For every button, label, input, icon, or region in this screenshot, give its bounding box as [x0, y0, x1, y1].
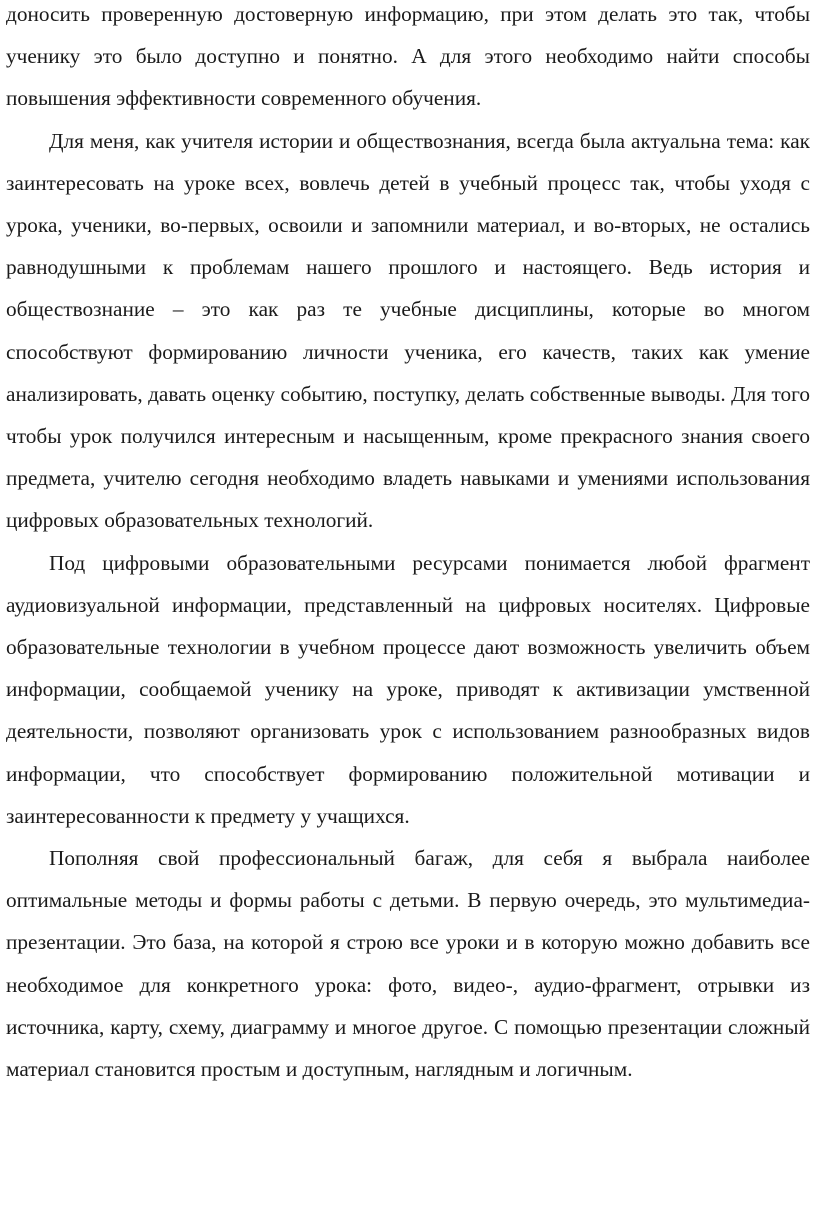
- paragraph-digital-resources: Под цифровыми образовательными ресурсами понимается любой фрагмент аудиовизуальной информации, представленный на цифровых носителях. Цифровые образовательные технологии в учебном процессе дают возможность увеличить объем информации, сообщаемой ученику на уроке, приводят к активизации умственной деятельности, позволяют организовать урок с использованием разнообразных видов информации, что способствует формированию положительной мотивации и заинтересованности к предмету у учащихся.: [6, 550, 810, 828]
- paragraph-teacher-topic: Для меня, как учителя истории и обществознания, всегда была актуальна тема: как заинтересовать на уроке всех, вовлечь детей в учебный процесс так, чтобы уходя с урока, ученики, во-первых, освоили и запомнили материал, и во-вторых, не остались равнодушными к проблемам нашего прошлого и настоящего. Ведь история и обществознание – это как раз те учебные дисциплины, которые во многом способствуют формированию личности ученика, его качеств, таких как умение анализировать, давать оценку событию, поступку, делать собственные выводы. Для того чтобы урок получился интересным и насыщенным, кроме прекрасного знания своего предмета, учителю сегодня необходимо владеть навыками и умениями использования цифровых образовательных технологий.: [6, 128, 810, 533]
- paragraph-presentations: Пополняя свой профессиональный багаж, для себя я выбрала наиболее оптимальные методы и формы работы с детьми. В первую очередь, это мультимедиа-презентации. Это база, на которой я строю все уроки и в которую можно добавить все необходимое для конкретного урока: фото, видео-, аудио-фрагмент, отрывки из источника, карту, схему, диаграмму и многое другое. С помощью презентации сложный материал становится простым и доступным, наглядным и логичным.: [6, 846, 810, 1082]
- paragraph-continuation: доносить проверенную достоверную информацию, при этом делать это так, чтобы ученику это было доступно и понятно. А для этого необходимо найти способы повышения эффективности современного обучения.: [6, 2, 810, 111]
